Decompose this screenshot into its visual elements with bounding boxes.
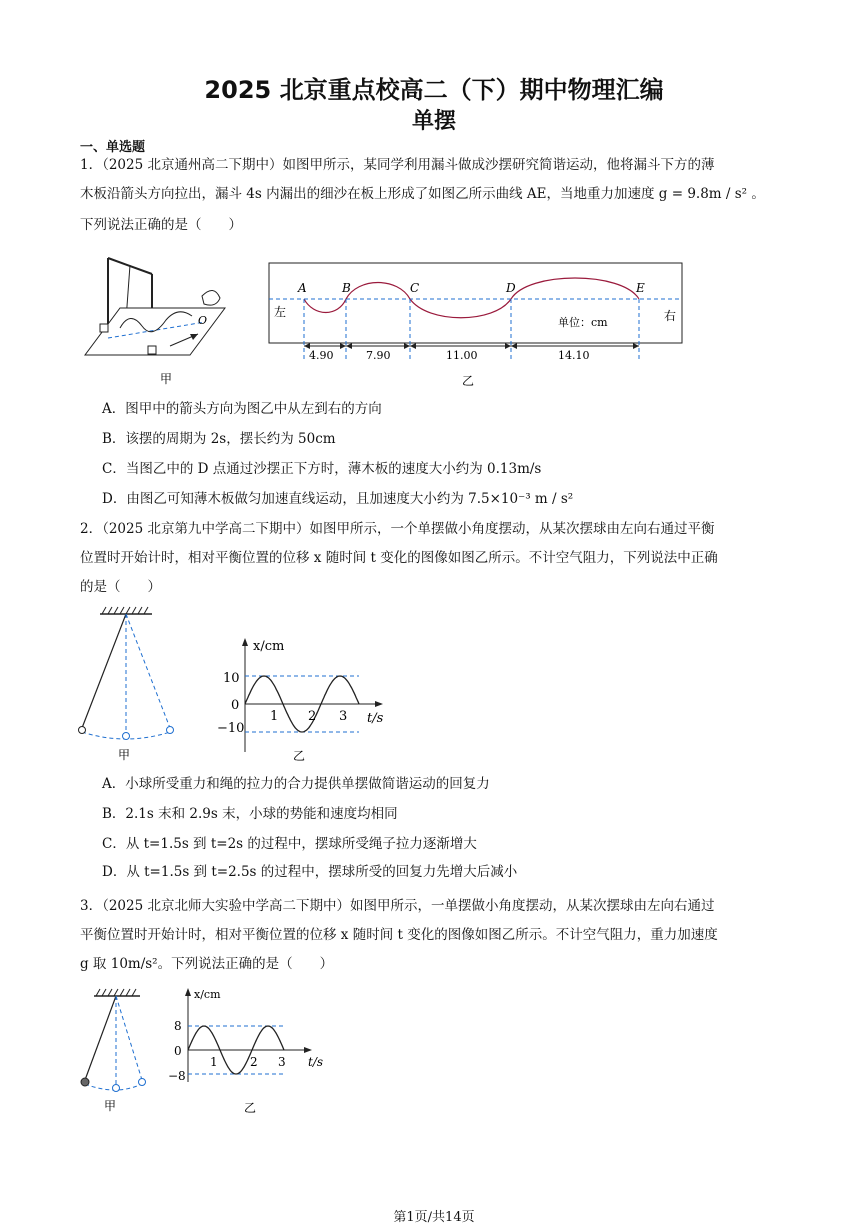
q3-line-2: 平衡位置时开始计时，相对平衡位置的位移 x 随时间 t 变化的图像如图乙所示。不计空气阻力，重力加速度 [80,927,718,943]
q2-option-b: B．2.1s 末和 2.9s 末，小球的势能和速度均相同 [102,806,398,822]
q2-option-d: D．从 t=1.5s 到 t=2.5s 的过程中，摆球所受的回复力先增大后减小 [102,864,518,880]
q3-x-tick-1: 1 [210,1055,218,1069]
q2-caption-jia: 甲 [118,748,131,762]
q1-point-O: O [198,314,208,327]
q1-right-label: 右 [664,309,677,323]
q2-x-tick-2: 2 [308,709,317,724]
q2-line-1: 2．（2025 北京第九中学高二下期中）如图甲所示，一个单摆做小角度摆动，从某次摆球由左向右通过平衡 [80,521,715,537]
q2-line-2: 位置时开始计时，相对平衡位置的位移 x 随时间 t 变化的图像如图乙所示。不计空气阻力，下列说法中正确 [80,550,718,566]
q2-option-c: C．从 t=1.5s 到 t=2s 的过程中，摆球所受绳子拉力逐渐增大 [102,836,477,852]
q2-y-tick-neg10: −10 [217,721,245,736]
q3-x-tick-3: 3 [278,1055,286,1069]
page-title: 2025 北京重点校高二（下）期中物理汇编 [204,76,664,104]
q1-segment-AB: 4.90 [309,349,334,362]
q2-x-tick-1: 1 [270,709,279,724]
q1-line-1: 1．（2025 北京通州高二下期中）如图甲所示，某同学利用漏斗做成沙摆研究简谐运动，他将漏斗下方的薄 [80,157,715,173]
q3-line-1: 3．（2025 北京北师大实验中学高二下期中）如图甲所示，一单摆做小角度摆动，从某次摆球由左向右通过 [80,898,715,914]
q3-chart [168,984,328,1116]
q1-option-b: B．该摆的周期为 2s，摆长约为 50cm [102,431,336,447]
q2-x-tick-3: 3 [339,709,348,724]
q1-figure-jia [80,250,230,390]
q1-option-a: A．图甲中的箭头方向为图乙中从左到右的方向 [102,401,382,417]
q3-y-axis-label: x/cm [194,988,221,1001]
q1-segment-BC: 7.90 [366,349,391,362]
q1-figure-yi [266,262,686,390]
q2-y-axis-label: x/cm [253,639,285,654]
q1-segment-DE: 14.10 [558,349,590,362]
q1-caption-yi: 乙 [462,374,475,388]
q3-x-axis-label: t/s [308,1055,324,1069]
q1-option-d: D．由图乙可知薄木板做匀加速直线运动，且加速度大小约为 7.5×10⁻³ m / s² [102,491,574,507]
q2-y-tick-0: 0 [231,698,240,713]
q1-line-3: 下列说法正确的是（ ） [80,217,242,233]
q3-y-tick-0: 0 [174,1044,182,1058]
q3-y-tick-8: 8 [174,1019,182,1033]
q3-line-3: g 取 10m/s²。下列说法正确的是（ ） [80,956,334,972]
q3-y-tick-neg8: −8 [168,1069,186,1083]
q1-point-D: D [506,281,516,295]
q3-caption-jia: 甲 [104,1099,117,1113]
q1-point-B: B [342,281,351,295]
q2-x-axis-label: t/s [367,711,384,726]
q1-point-E: E [636,281,645,295]
q2-line-3: 的是（ ） [80,579,161,595]
q2-option-a: A．小球所受重力和绳的拉力的合力提供单摆做简谐运动的回复力 [102,776,490,792]
q1-point-A: A [298,281,307,295]
q1-caption-jia: 甲 [160,372,173,386]
q2-y-tick-10: 10 [223,671,240,686]
q1-segment-CD: 11.00 [446,349,478,362]
page-subtitle: 单摆 [411,109,456,134]
q1-line-2: 木板沿箭头方向拉出，漏斗 4s 内漏出的细沙在板上形成了如图乙所示曲线 AE，当地重力加速度 g = 9.8m / s² 。 [80,186,765,202]
q3-caption-yi: 乙 [244,1101,257,1115]
q1-left-label: 左 [274,305,287,319]
section-heading: 一、单选题 [80,140,146,155]
page-footer: 第1页/共14页 [393,1210,475,1225]
q1-option-c: C．当图乙中的 D 点通过沙摆正下方时，薄木板的速度大小约为 0.13m/s [102,461,542,477]
q2-caption-yi: 乙 [293,749,306,763]
q2-figure-jia [74,604,184,764]
q1-unit-label: 单位：cm [558,316,608,329]
q2-chart [215,632,395,764]
q1-point-C: C [410,281,420,295]
q3-figure-jia [76,986,156,1118]
q3-x-tick-2: 2 [250,1055,258,1069]
